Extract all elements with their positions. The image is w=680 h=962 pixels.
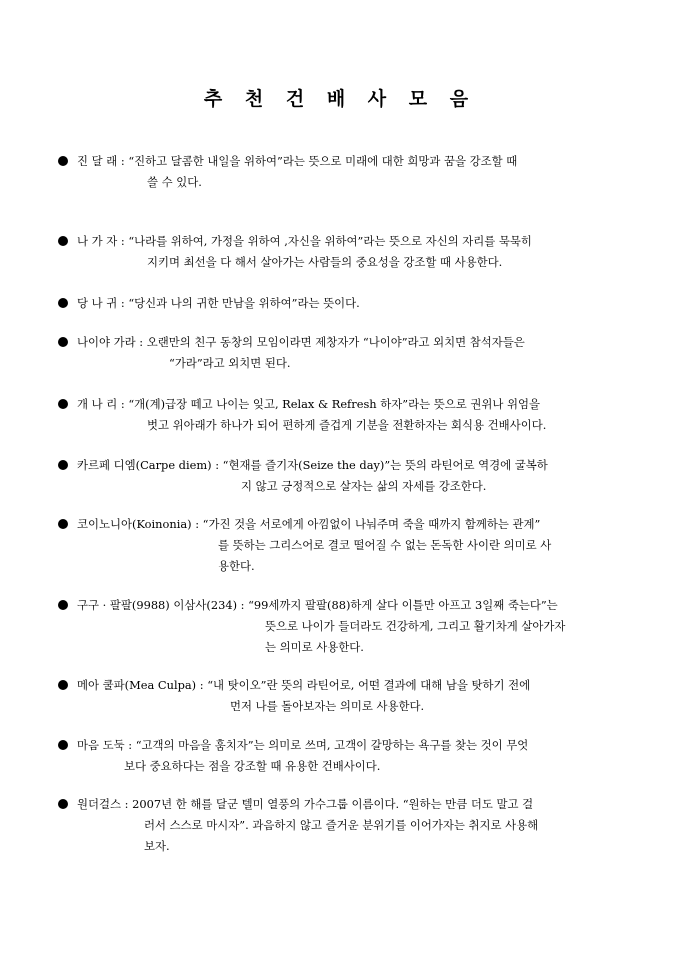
entry-line: 를 뜻하는 그리스어로 결코 떨어질 수 없는 돈독한 사이란 의미로 사 (218, 538, 552, 552)
entry-line: 코이노니아(Koinonia) : “가진 것을 서로에게 아낌없이 나눠주며 죽을 때까지 함께하는 관계” (77, 517, 541, 531)
entry-line: 먼저 나를 돌아보자는 의미로 사용한다. (230, 699, 425, 713)
bullet-icon (58, 399, 68, 409)
bullet-icon (58, 156, 68, 166)
entry-line: 당 나 귀 : “당신과 나의 귀한 만남을 위하여”라는 뜻이다. (77, 296, 360, 310)
entry-line: 벗고 위아래가 하나가 되어 편하게 즐겁게 기분을 전환하자는 회식용 건배사이다. (147, 418, 547, 432)
entry-line: “가라”라고 외치면 된다. (169, 356, 291, 370)
list-item (58, 231, 624, 273)
entry-line: 쓸 수 있다. (147, 175, 202, 189)
list-item (58, 293, 624, 314)
list-item (58, 794, 624, 857)
list-item (58, 595, 624, 658)
list-item (58, 735, 624, 777)
bullet-icon (58, 680, 68, 690)
bullet-icon (58, 519, 68, 529)
bullet-icon (58, 600, 68, 610)
entry-line: 구구 · 팔팔(9988) 이삼사(234) : “99세까지 팔팔(88)하게 살다 이틀만 아프고 3일째 죽는다”는 (77, 598, 558, 612)
list-item (58, 514, 624, 577)
entry-line: 는 의미로 사용한다. (265, 640, 364, 654)
list-item (58, 394, 624, 436)
list-item (58, 332, 624, 374)
entry-line: 지키며 최선을 다 해서 살아가는 사람들의 중요성을 강조할 때 사용한다. (147, 255, 503, 269)
entry-line: 지 않고 긍정적으로 살자는 삶의 자세를 강조한다. (241, 479, 487, 493)
list-item (58, 675, 624, 717)
entry-line: 개 나 리 : “개(계)급장 떼고 나이는 잊고, Relax & Refresh 하자”라는 뜻으로 권위나 위엄을 (77, 397, 540, 411)
bullet-icon (58, 337, 68, 347)
entry-line: 러서 스스로 마시자”. 과음하지 않고 즐거운 분위기를 이어가자는 취지로 사용해 (144, 818, 539, 832)
bullet-icon (58, 236, 68, 246)
list-item (58, 151, 624, 193)
entry-line: 용한다. (218, 559, 255, 573)
list-item (58, 455, 624, 497)
bullet-icon (58, 298, 68, 308)
bullet-icon (58, 460, 68, 470)
entry-line: 메아 쿨파(Mea Culpa) : “내 탓이오”란 뜻의 라틴어로, 어떤 결과에 대해 남을 탓하기 전에 (77, 678, 531, 692)
entry-line: 진 달 래 : “진하고 달콤한 내일을 위하여”라는 뜻으로 미래에 대한 희망과 꿈을 강조할 때 (77, 154, 518, 168)
entry-line: 마음 도둑 : “고객의 마음을 훔치자”는 의미로 쓰며, 고객이 갈망하는 욕구를 찾는 것이 무엇 (77, 738, 529, 752)
entry-line: 카르페 디엠(Carpe diem) : “현재를 즐기자(Seize the day)”는 뜻의 라틴어로 역경에 굴복하 (77, 458, 548, 472)
page-title: 추 천 건 배 사 모 음 (203, 88, 477, 110)
entry-line: 나 가 자 : “나라를 위하여, 가정을 위하여 ,자신을 위하여”라는 뜻으로 자신의 자리를 묵묵히 (77, 234, 532, 248)
entry-line: 보다 중요하다는 점을 강조할 때 유용한 건배사이다. (124, 759, 381, 773)
entry-line: 보자. (144, 839, 170, 853)
entry-line: 뜻으로 나이가 들더라도 건강하게, 그리고 활기차게 살아가자 (265, 619, 566, 633)
entry-line: 원더걸스 : 2007년 한 해를 달군 텔미 열풍의 가수그룹 이름이다. “원하는 만큼 더도 말고 걸 (77, 797, 534, 811)
bullet-icon (58, 799, 68, 809)
entry-line: 나이야 가라 : 오랜만의 친구 동창의 모임이라면 제창자가 “나이야”라고 외치면 참석자들은 (77, 335, 525, 349)
bullet-icon (58, 740, 68, 750)
